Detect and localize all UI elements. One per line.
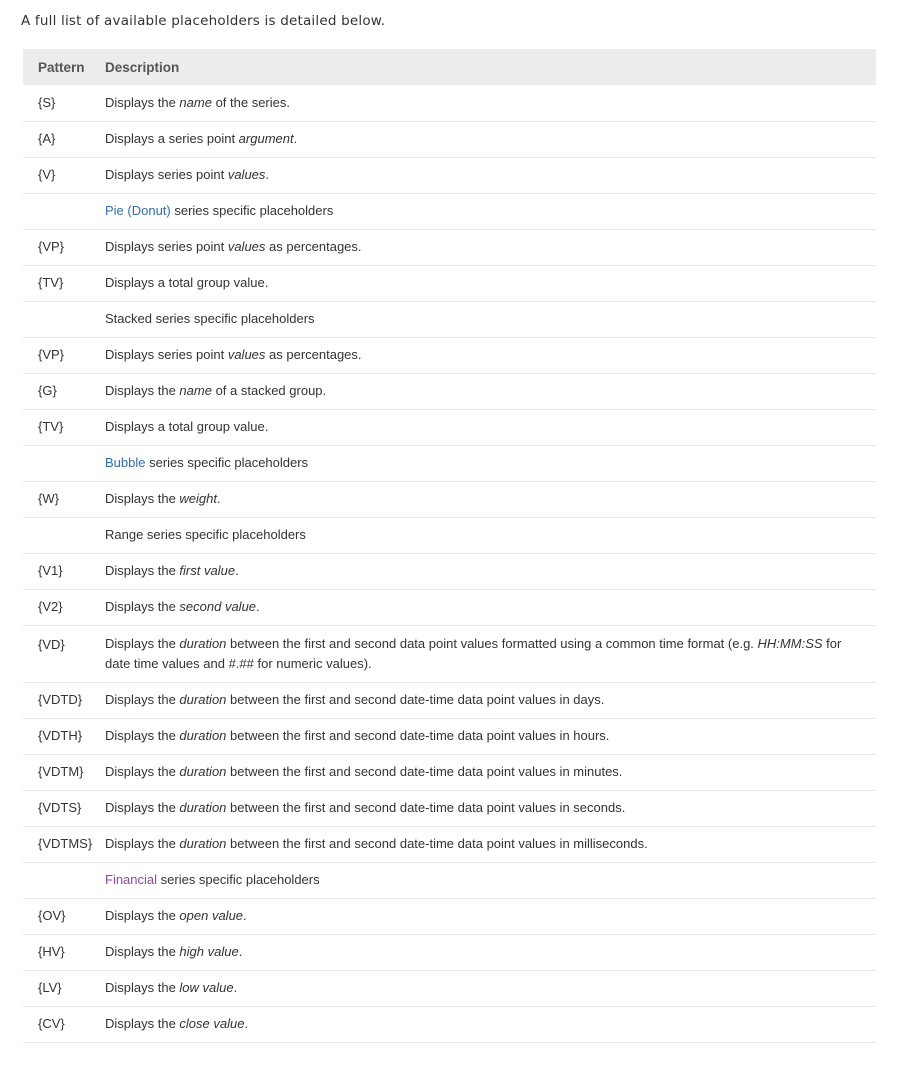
pattern-cell: {OV}: [23, 898, 104, 934]
description-cell: Displays a total group value.: [104, 265, 876, 301]
description-cell: Displays series point values as percentages.: [104, 337, 876, 373]
table-row: [23, 934, 876, 970]
description-cell: Displays the high value.: [104, 934, 876, 970]
description-cell: Displays the low value.: [104, 970, 876, 1006]
table-header-row: [23, 49, 876, 85]
section-row-financial: [23, 862, 876, 898]
pattern-cell: [23, 193, 104, 229]
table-row: [23, 265, 876, 301]
table-row: [23, 121, 876, 157]
header-description: Description: [105, 59, 180, 75]
pattern-cell: [23, 862, 104, 898]
table-row: [23, 826, 876, 862]
description-cell: Pie (Donut) series specific placeholders: [104, 193, 876, 229]
pattern-cell: {V2}: [23, 589, 104, 625]
pattern-cell: {HV}: [23, 934, 104, 970]
table-row: [23, 337, 876, 373]
table-row: [23, 481, 876, 517]
pattern-cell: {VDTMS}: [23, 826, 104, 862]
table-row: [23, 682, 876, 718]
pattern-cell: {VDTH}: [23, 718, 104, 754]
description-cell: Bubble series specific placeholders: [104, 445, 876, 481]
placeholders-table: [23, 49, 876, 1043]
description-cell: Displays the duration between the first and second date-time data point values in seconds.: [104, 790, 876, 826]
table-row: [23, 1006, 876, 1042]
description-cell: Range series specific placeholders: [104, 517, 876, 553]
bubble-link[interactable]: Bubble: [105, 455, 146, 470]
intro-text: A full list of available placeholders is detailed below.: [21, 13, 386, 29]
pattern-cell: {S}: [23, 85, 104, 121]
pattern-cell: {TV}: [23, 409, 104, 445]
section-row-pie: [23, 193, 876, 229]
table-row: [23, 589, 876, 625]
description-cell: Displays a total group value.: [104, 409, 876, 445]
description-cell: Displays the name of a stacked group.: [104, 373, 876, 409]
financial-link[interactable]: Financial: [105, 872, 158, 887]
pattern-cell: {VDTD}: [23, 682, 104, 718]
pattern-cell: {W}: [23, 481, 104, 517]
description-cell: Displays a series point argument.: [104, 121, 876, 157]
description-cell: Displays the close value.: [104, 1006, 876, 1042]
pattern-cell: {VP}: [23, 229, 104, 265]
description-cell: Displays the open value.: [104, 898, 876, 934]
table-row: [23, 553, 876, 589]
table-row: [23, 970, 876, 1006]
pattern-cell: {A}: [23, 121, 104, 157]
pattern-cell: {VD}: [23, 625, 104, 682]
pattern-cell: [23, 301, 104, 337]
table-row: [23, 625, 876, 682]
pattern-cell: {VDTS}: [23, 790, 104, 826]
pattern-cell: {V1}: [23, 553, 104, 589]
table-row: [23, 85, 876, 121]
header-pattern: Pattern: [38, 59, 85, 75]
table-row: [23, 157, 876, 193]
description-cell: Displays the weight.: [104, 481, 876, 517]
pattern-cell: {G}: [23, 373, 104, 409]
description-cell: Displays the first value.: [104, 553, 876, 589]
table-row: [23, 790, 876, 826]
pie-donut-link[interactable]: Pie (Donut): [105, 203, 171, 218]
description-cell: Displays series point values.: [104, 157, 876, 193]
table-row: [23, 898, 876, 934]
table-row: [23, 409, 876, 445]
description-cell: Displays the duration between the first and second date-time data point values in milliseconds.: [104, 826, 876, 862]
description-cell: Displays the name of the series.: [104, 85, 876, 121]
pattern-cell: {VDTM}: [23, 754, 104, 790]
description-cell: Displays the second value.: [104, 589, 876, 625]
table-row: [23, 718, 876, 754]
table-row: [23, 754, 876, 790]
description-cell: Financial series specific placeholders: [104, 862, 876, 898]
pattern-cell: {V}: [23, 157, 104, 193]
description-cell: Displays the duration between the first and second date-time data point values in minutes.: [104, 754, 876, 790]
pattern-cell: [23, 445, 104, 481]
section-row-range: [23, 517, 876, 553]
pattern-cell: {TV}: [23, 265, 104, 301]
pattern-cell: {VP}: [23, 337, 104, 373]
section-row-stacked: [23, 301, 876, 337]
pattern-cell: {CV}: [23, 1006, 104, 1042]
description-cell: Displays the duration between the first and second date-time data point values in days.: [104, 682, 876, 718]
table-row: [23, 373, 876, 409]
description-cell: Displays series point values as percentages.: [104, 229, 876, 265]
table-row: [23, 229, 876, 265]
description-cell: Displays the duration between the first and second data point values formatted using a common time format (e.g. HH:MM:SS for date time values and #.## for numeric values).: [104, 625, 876, 682]
description-cell: Stacked series specific placeholders: [104, 301, 876, 337]
description-cell: Displays the duration between the first and second date-time data point values in hours.: [104, 718, 876, 754]
section-row-bubble: [23, 445, 876, 481]
pattern-cell: [23, 517, 104, 553]
pattern-cell: {LV}: [23, 970, 104, 1006]
